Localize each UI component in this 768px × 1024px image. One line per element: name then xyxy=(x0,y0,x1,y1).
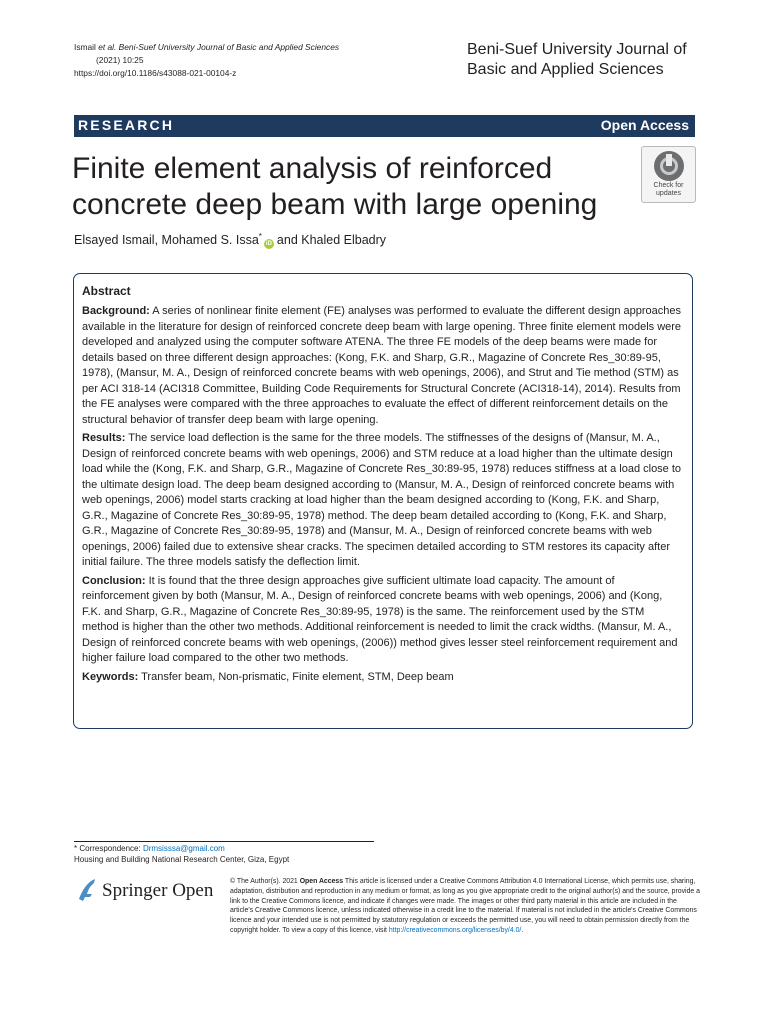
abstract-background xyxy=(82,304,684,428)
license-link[interactable]: http://creativecommons.org/licenses/by/4.0/ xyxy=(388,926,522,934)
check-for-updates-text: Check for updates xyxy=(653,182,684,197)
citation-line-1: Ismail et al. Beni-Suef University Journal of Basic and Applied Sciences xyxy=(74,42,340,52)
section-banner xyxy=(74,115,695,137)
article-title: Finite element analysis of reinforced concrete deep beam with large opening xyxy=(72,152,598,221)
keywords-label: Keywords: xyxy=(82,670,139,683)
author-list xyxy=(74,232,634,249)
open-access-label: Open Access xyxy=(600,117,689,133)
keywords-text: Transfer beam, Non-prismatic, Finite element, STM, Deep beam xyxy=(138,670,454,683)
background-text: A series of nonlinear finite element (FE) analyses was performed to evaluate the different design approaches available in the literature for design of reinforced concrete deep beam with large opening. Three finite element models were developed and analyzed using the computer software ATENA. The three FE models of the deep beams were made for details based on three different design approaches: (Kong, F.K. and Sharp, G.R., Magazine of Concrete Res_30:89-95, 1978), (Mansur, M. A., Design of reinforced concrete beams with web openings, 2006), and Strut and Tie method (STM) as per ACI 318-14 (ACI318 Committee, Building Code Requirements for Structural Concrete (ACI318-14), 2014). Results from the FE analyses were compared with the three approaches to evaluate the effect of different reinforcement details on the structural behavior of transfer deep beam with large opening. xyxy=(82,305,682,426)
check-for-updates-badge[interactable] xyxy=(641,146,696,203)
citation-doi[interactable]: https://doi.org/10.1186/s43088-021-00104-z xyxy=(74,68,237,78)
citation-year: (2021) 10:25 xyxy=(96,55,144,65)
license-open-access: Open Access xyxy=(299,878,344,885)
license-text: © The Author(s). 2021 Open Access This article is licensed under a Creative Commons Attribution 4.0 International License, which permits use, sharing, adaptation, distribution and reproduction in any medium or format, as long as you give appropriate credit to the original author(s) and the source, provide a link to the Creative Commons licence, and indicate if changes were made. The images or other third party material in this article are included in the article's Creative Commons licence, unless indicated otherwise in a credit line to the material. If material is not included in the article's Creative Commons licence and your intended use is not permitted by statutory regulation or exceeds the permitted use, you will need to obtain permission directly from the copyright holder. To view a copy of this licence, visit http://creativecommons.org/licenses/by/4.0/. xyxy=(230,878,700,934)
publisher-suffix: Open xyxy=(172,880,214,901)
conclusion-label: Conclusion: xyxy=(82,574,146,587)
copyright-prefix: © The Author(s). 2021 xyxy=(230,878,300,885)
springer-open-logo xyxy=(76,877,216,907)
crossmark-icon xyxy=(654,151,684,181)
authors-part-2: and Khaled Elbadry xyxy=(276,233,387,248)
conclusion-text: It is found that the three design approaches give sufficient ultimate load capacity. The amount of reinforcement given by both (Mansur, M. A., Design of reinforced concrete beams with web openings, 2006) and (Kong, F.K. and Sharp, G.R., Magazine of Concrete Res_30:89-95, 1978) is the same. The reinforcement used by the STM method is higher than the other two methods. Additional reinforcement is needed to limit the crack widths. (Mansur, M. A., Design of reinforced concrete beams with web openings, (2006)) method gives lesser steel reinforcement requirement and higher failure load compared to the other two methods. xyxy=(82,574,678,664)
correspondence-email-link[interactable]: Drmsisssa@gmail.com xyxy=(142,844,225,853)
background-label: Background: xyxy=(82,305,150,317)
abstract-heading: Abstract xyxy=(82,284,131,298)
citation-block xyxy=(74,41,404,80)
authors-part-1: Elsayed Ismail, Mohamed S. Issa xyxy=(74,233,259,248)
publisher-name: Springer xyxy=(102,880,168,901)
results-label: Results: xyxy=(82,432,126,444)
affiliation: Housing and Building National Research Center, Giza, Egypt xyxy=(74,855,290,864)
corresponding-asterisk: * xyxy=(258,232,262,241)
abstract-conclusion xyxy=(82,574,684,667)
abstract-keywords xyxy=(82,670,684,686)
abstract-results xyxy=(82,431,684,571)
journal-name: Beni-Suef University Journal of Basic and Applied Sciences xyxy=(467,41,687,78)
springer-horse-icon xyxy=(76,877,98,903)
results-text: The service load deflection is the same for the three models. The stiffnesses of the designs of (Mansur, M. A., Design of reinforced concrete beams with web openings, 2006) and STM reduce at a load higher than the ultimate design load while the (Kong, F.K. and Sharp, G.R., Magazine of Concrete Res_30:89-95, 1978) reduces stiffness at a load close to the ultimate design load. The deep beam designed according to (Mansur, M. A., Design of reinforced concrete beams with web openings, 2006) model starts cracking at load higher than the beam designed according to (Kong, F.K. and Sharp, G.R., Magazine of Concrete Res_30:89-95, 1978) method. The deep beam detailed according to (Kong, F.K. and Sharp, G.R., Magazine of Concrete Res_30:89-95, 1978) and (Mansur, M. A., Design of reinforced concrete beams with web openings, 2006) failed due to extensive shear cracks. The specimen detailed according to STM restores its capacity after initial failure. The three models satisfy the deflection limit. xyxy=(82,432,682,568)
footnote-rule xyxy=(74,841,374,842)
license-body: This article is licensed under a Creative Commons Attribution 4.0 International License, which permits use, sharing, adaptation, distribution and reproduction in any medium or format, as long as you give appropriate credit to the original author(s) and the source, provide a link to the Creative Commons licence, and indicate if changes were made. The images or other third party material in this article are included in the article's Creative Commons licence, unless indicated otherwise in a credit line to the material. If material is not included in the article's Creative Commons licence and your intended use is not permitted by statutory regulation or exceeds the permitted use, you will need to obtain permission directly from the copyright holder. To view a copy of this licence, visit xyxy=(230,878,700,934)
citation-journal: et al. Beni-Suef University Journal of Basic and Applied Sciences xyxy=(98,42,340,52)
correspondence-footnote xyxy=(74,843,474,865)
orcid-icon[interactable]: iD xyxy=(265,241,272,248)
abstract-box xyxy=(73,273,693,729)
section-label: RESEARCH xyxy=(78,117,175,133)
correspondence-line: * Correspondence: Drmsisssa@gmail.com xyxy=(74,844,225,853)
